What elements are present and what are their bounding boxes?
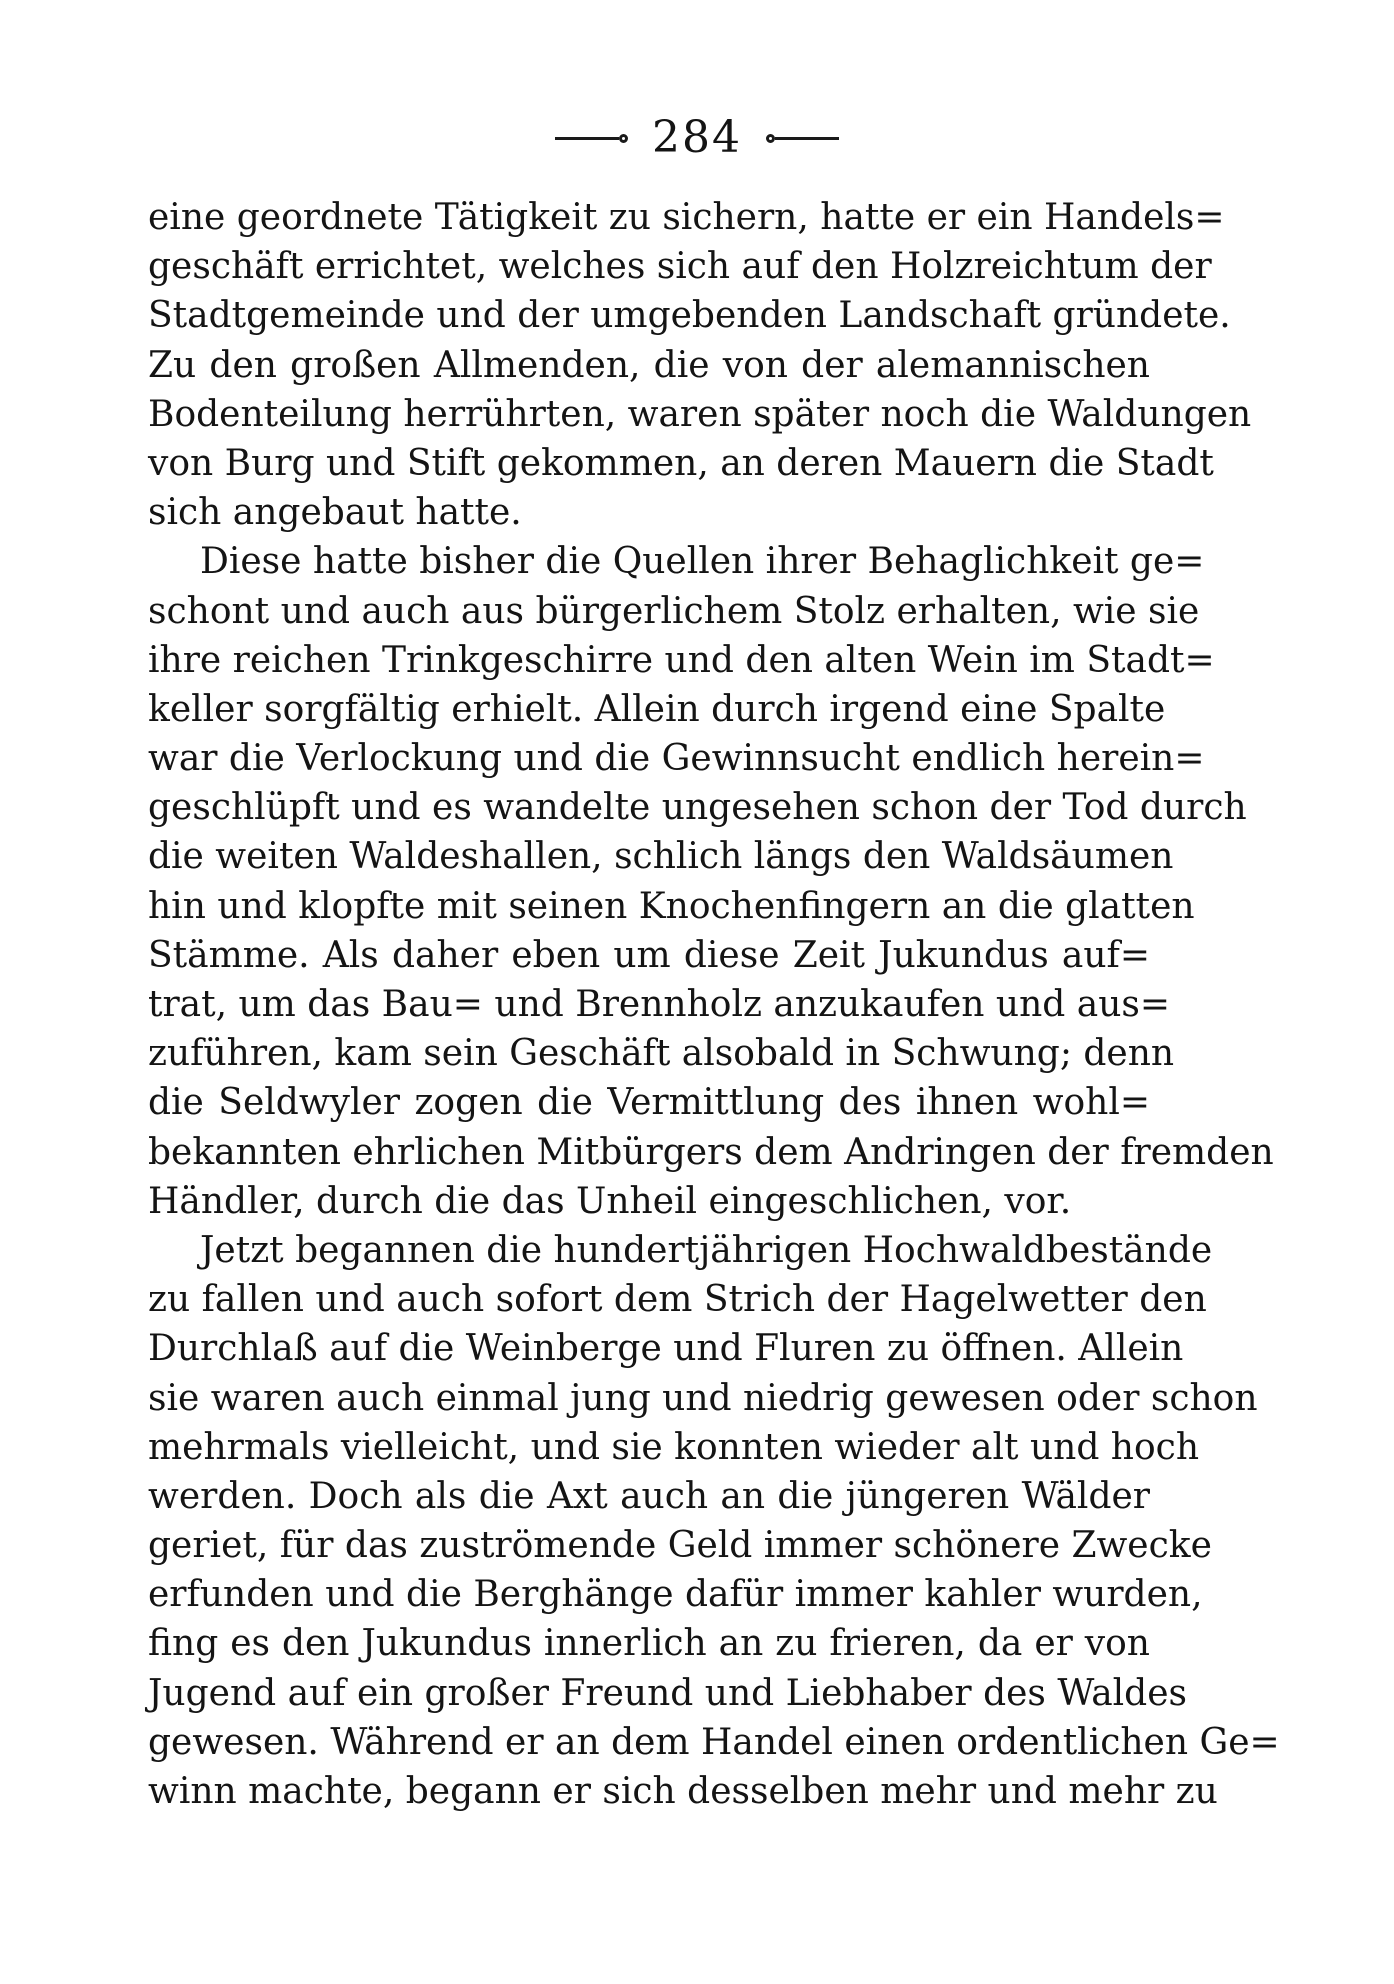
text-line: von Burg und Stift gekommen, an deren Mauern die Stadt — [148, 442, 1214, 484]
ornament-dot — [766, 134, 775, 143]
left-ornament — [555, 134, 628, 143]
text-line: zu fallen und auch sofort dem Strich der Hagelwetter den — [148, 1279, 1207, 1321]
text-line: bekannten ehrlichen Mitbürgers dem Andringen der fremden — [148, 1131, 1274, 1173]
text-line: die Seldwyler zogen die Vermittlung des ihnen wohl= — [148, 1082, 1150, 1124]
text-line: mehrmals vielleicht, und sie konnten wieder alt und hoch — [148, 1426, 1200, 1468]
page-number: 284 — [652, 112, 742, 163]
ornament-dot — [619, 134, 628, 143]
ornament-rule — [555, 137, 619, 140]
text-line: trat, um das Bau= und Brennholz anzukaufen und aus= — [148, 984, 1171, 1025]
ornament-rule — [775, 137, 839, 140]
text-line: geriet, für das zuströmende Geld immer schönere Zwecke — [148, 1525, 1212, 1567]
text-line: sie waren auch einmal jung und niedrig gewesen oder schon — [148, 1377, 1258, 1419]
text-line: ihre reichen Trinkgeschirre und den alten Wein im Stadt= — [148, 639, 1215, 681]
text-line: Händler, durch die das Unheil eingeschlichen, vor. — [148, 1180, 1072, 1222]
text-line: werden. Doch als die Axt auch an die jüngeren Wälder — [148, 1475, 1150, 1517]
text-line: Bodenteilung herrührten, waren später noch die Waldungen — [148, 393, 1252, 435]
text-line: war die Verlockung und die Gewinnsucht endlich herein= — [148, 738, 1205, 780]
text-line: eine geordnete Tätigkeit zu sichern, hatte er ein Handels= — [148, 197, 1225, 238]
text-line: Stämme. Als daher eben um diese Zeit Jukundus auf= — [148, 934, 1150, 976]
page-header — [0, 108, 1394, 168]
text-line: gewesen. Während er an dem Handel einen ordentlichen Ge= — [148, 1721, 1280, 1763]
text-line: zuführen, kam sein Geschäft alsobald in Schwung; denn — [148, 1033, 1175, 1075]
body-text — [148, 193, 1280, 1816]
text-line: Zu den großen Allmenden, die von der alemannischen — [148, 344, 1150, 386]
text-line: die weiten Waldeshallen, schlich längs den Waldsäumen — [148, 836, 1174, 878]
text-line: keller sorgfältig erhielt. Allein durch irgend eine Spalte — [148, 688, 1166, 730]
text-line: fing es den Jukundus innerlich an zu frieren, da er von — [148, 1623, 1150, 1665]
text-line: Stadtgemeinde und der umgebenden Landschaft gründete. — [148, 295, 1231, 337]
text-line: hin und klopfte mit seinen Knochenfingern an die glatten — [148, 885, 1195, 927]
text-line: Diese hatte bisher die Quellen ihrer Behaglichkeit ge= — [200, 541, 1205, 583]
text-line: Jugend auf ein großer Freund und Liebhaber des Waldes — [148, 1672, 1188, 1714]
text-line: winn machte, begann er sich desselben mehr und mehr zu — [148, 1771, 1218, 1812]
text-line: Durchlaß auf die Weinberge und Fluren zu öffnen. Allein — [148, 1328, 1184, 1370]
text-line: sich angebaut hatte. — [148, 492, 522, 534]
text-line: erfunden und die Berghänge dafür immer kahler wurden, — [148, 1574, 1203, 1616]
text-line: geschäft errichtet, welches sich auf den Holzreichtum der — [148, 246, 1212, 288]
text-line: geschlüpft und es wandelte ungesehen schon der Tod durch — [148, 787, 1247, 829]
text-line: Jetzt begannen die hundertjährigen Hochwaldbestände — [200, 1229, 1213, 1271]
right-ornament — [766, 134, 839, 143]
text-line: schont und auch aus bürgerlichem Stolz erhalten, wie sie — [148, 590, 1200, 632]
